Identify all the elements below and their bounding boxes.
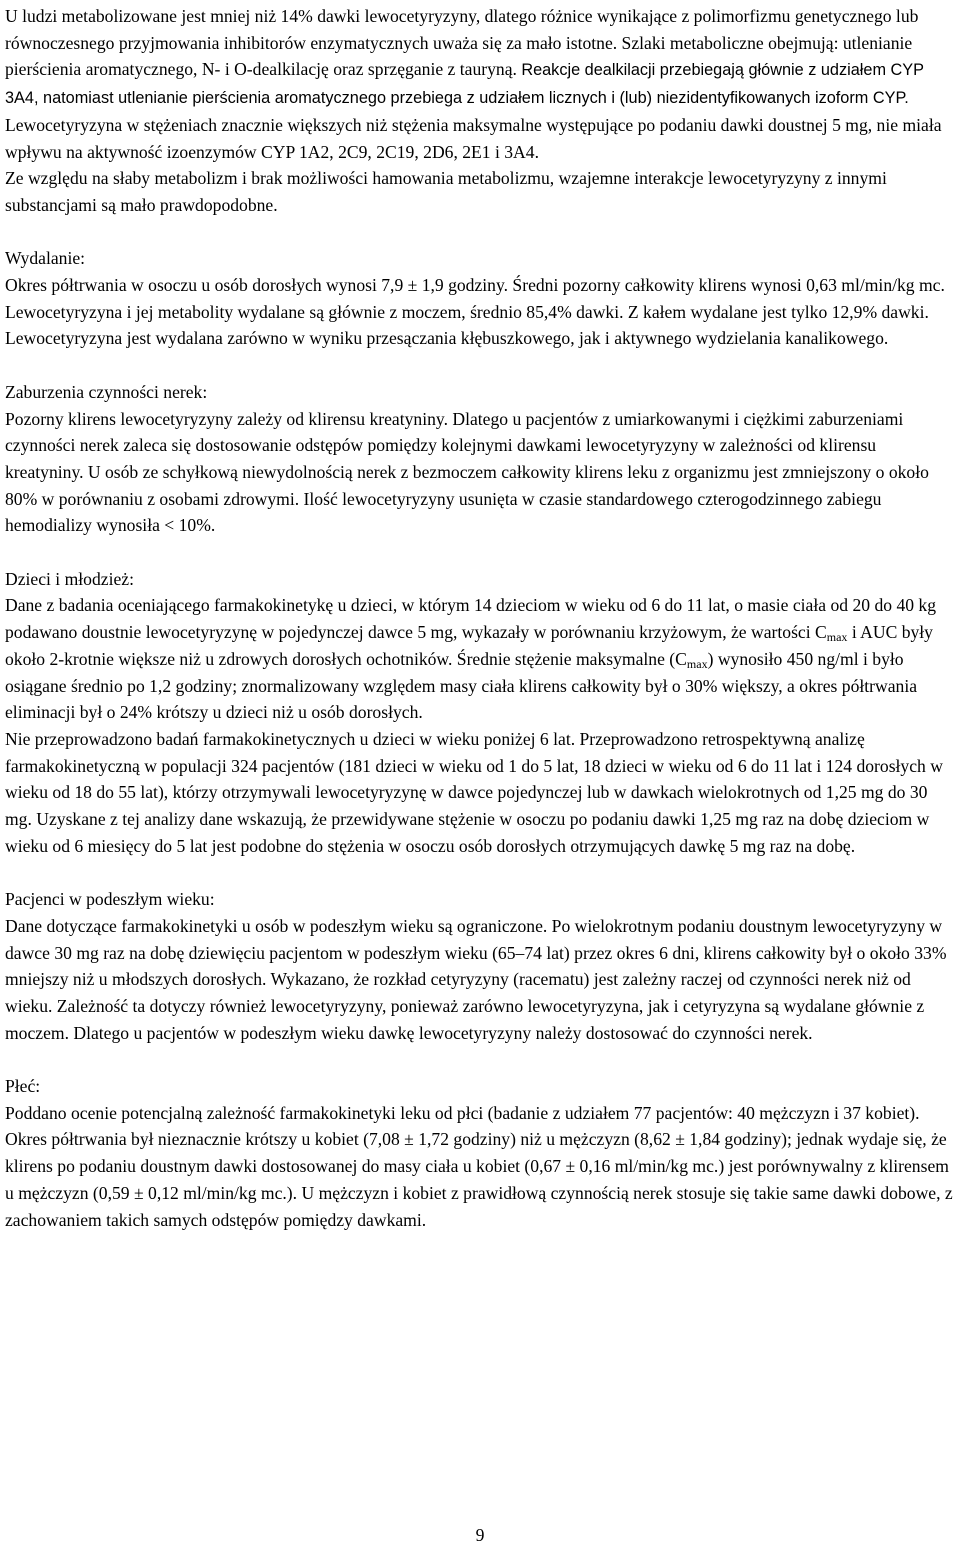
sex-text: Poddano ocenie potencjalną zależność farmakokinetyki leku od płci (badanie z udziałem 77 pacjentów: 40 mężczyzn i 37 kobiet). Okres półtrwania był nieznacznie krótszy u kobiet (7,08 ± 1,72 godziny) niż u mężczyzn (8,62 ± 1,84 godziny); jednak wydaje się, że klirens po podaniu doustnym dawki dostosowanej do masy ciała u kobiet (0,67 ± 0,16 ml/min/kg mc.) jest porównywalny z klirensem u mężczyzn (0,59 ± 0,12 ml/min/kg mc.). U mężczyzn i kobiet z prawidłową czynnością nerek stosuje się takie same dawki dobowe, z zachowaniem takich samych odstępów pomiędzy dawkami. — [5, 1102, 953, 1230]
cmax-subscript-1: max — [826, 630, 848, 645]
section-renal-impairment — [5, 379, 957, 539]
children-text-a: Dane z badania oceniającego farmakokinetykę u dzieci, w którym 14 dzieciom w wieku od 6 do 11 lat, o masie ciała od 20 do 40 kg podawano doustnie lewocetyryzynę w pojedynczej dawce 5 mg, wykazały w porównaniu krzyżowym, że wartości C — [5, 595, 937, 643]
children-heading: Dzieci i młodzież: — [5, 568, 134, 589]
children-paragraph-1 — [5, 592, 957, 726]
elderly-heading: Pacjenci w podeszłym wieku: — [5, 889, 215, 910]
children-paragraph-2: Nie przeprowadzono badań farmakokinetycznych u dzieci w wieku poniżej 6 lat. Przeprowadzono retrospektywną analizę farmakokinetyczną w populacji 324 pacjentów (181 dzieci w wieku od 1 do 5 lat, 18 dzieci w wieku od 6 do 11 lat i 124 dorosłych w wieku od 18 do 55 lat), którzy otrzymywali lewocetyryzynę w dawce pojedynczej lub w dawkach wielokrotnych od 1,25 mg do 30 mg. Uzyskane z tej analizy dane wskazują, że przewidywane stężenie w osoczu po podaniu dawki 1,25 mg raz na dobę dzieciom w wieku od 6 miesięcy do 5 lat jest podobne do stężenia w osoczu osób dorosłych otrzymujących dawkę 5 mg raz na dobę. — [5, 728, 943, 856]
metabolism-text-b: Reakcje dealkilacji przebiegają głównie z udziałem CYP 3A4, natomiast utlenianie pierścienia aromatycznego przebiega z udziałem licznych i (lub) niezidentyfikowanych izoform CYP. — [5, 61, 924, 108]
cmax-subscript-2: max — [686, 656, 708, 671]
metabolism-text-a: U ludzi metabolizowane jest mniej niż 14% dawki lewocetyryzyny, dlatego różnice wynikające z polimorfizmu genetycznego lub równoczesnego przyjmowania inhibitorów enzymatycznych uważa się za mało istotne. Szlaki metaboliczne obejmują: utlenianie pierścienia aromatycznego, N- i O-dealkilację oraz sprzęganie z tauryną. — [5, 6, 919, 80]
elimination-heading: Wydalanie: — [5, 248, 86, 269]
children-text-c: ) wynosiło 450 ng/ml i było osiągane średnio po 1,2 godziny; znormalizowany względem masy ciała klirens całkowity był o 30% większy, a okres półtrwania eliminacji był o 24% krótszy u dzieci niż u osób dorosłych. — [5, 648, 918, 723]
renal-heading: Zaburzenia czynności nerek: — [5, 381, 208, 402]
children-text-b: i AUC były około 2-krotnie większe niż u zdrowych dorosłych ochotników. Średnie stężenie maksymalne (C — [5, 622, 933, 669]
section-sex — [5, 1073, 957, 1233]
section-elderly — [5, 886, 957, 1046]
section-elimination — [5, 245, 957, 352]
sex-heading: Płeć: — [5, 1076, 41, 1097]
document-page — [5, 3, 957, 1233]
section-children — [5, 566, 957, 860]
elimination-text: Okres półtrwania w osoczu u osób dorosłych wynosi 7,9 ± 1,9 godziny. Średni pozorny całkowity klirens wynosi 0,63 ml/min/kg mc. Lewocetyryzyna i jej metabolity wydalane są głównie z moczem, średnio 85,4% dawki. Z kałem wydalane jest tylko 12,9% dawki. Lewocetyryzyna jest wydalana zarówno w wyniku przesączania kłębuszkowego, jak i aktywnego wydzielania kanalikowego. — [5, 275, 945, 349]
metabolism-text-c: Lewocetyryzyna w stężeniach znacznie większych niż stężenia maksymalne występujące po podaniu dawki doustnej 5 mg, nie miała wpływu na aktywność izoenzymów CYP 1A2, 2C9, 2C19, 2D6, 2E1 i 3A4. — [5, 114, 942, 162]
renal-text: Pozorny klirens lewocetyryzyny zależy od klirensu kreatyniny. Dlatego u pacjentów z umiarkowanymi i ciężkimi zaburzeniami czynności nerek zaleca się dostosowanie odstępów pomiędzy kolejnymi dawkami lewocetyryzyny w zależności od klirensu kreatyniny. U osób ze schyłkową niewydolnością nerek z bezmoczem całkowity klirens leku z organizmu jest zmniejszony o około 80% w porównaniu z osobami zdrowymi. Ilość lewocetyryzyny usunięta w czasie standardowego czterogodzinnego zabiegu hemodializy wynosiła < 10%. — [5, 408, 929, 536]
interactions-paragraph: Ze względu na słaby metabolizm i brak możliwości hamowania metabolizmu, wzajemne interakcje lewocetyryzyny z innymi substancjami są mało prawdopodobne. — [5, 168, 887, 215]
section-metabolism — [5, 3, 957, 219]
page-number: 9 — [475, 1525, 485, 1545]
elderly-text: Dane dotyczące farmakokinetyki u osób w podeszłym wieku są ograniczone. Po wielokrotnym podaniu doustnym lewocetyryzyny w dawce 30 mg raz na dobę dziewięciu pacjentom w podeszłym wieku (65–74 lat) przez okres 6 dni, klirens całkowity był o około 33% mniejszy niż u młodszych dorosłych. Wykazano, że rozkład cetyryzyny (racematu) jest zależny raczej od czynności nerek niż od wieku. Zależność ta dotyczy również lewocetyryzyny, ponieważ zarówno lewocetyryzyna, jak i cetyryzyna są wydalane głównie z moczem. Dlatego u pacjentów w podeszłym wieku dawkę lewocetyryzyny należy dostosować do czynności nerek. — [5, 915, 947, 1043]
metabolism-paragraph — [5, 3, 957, 165]
